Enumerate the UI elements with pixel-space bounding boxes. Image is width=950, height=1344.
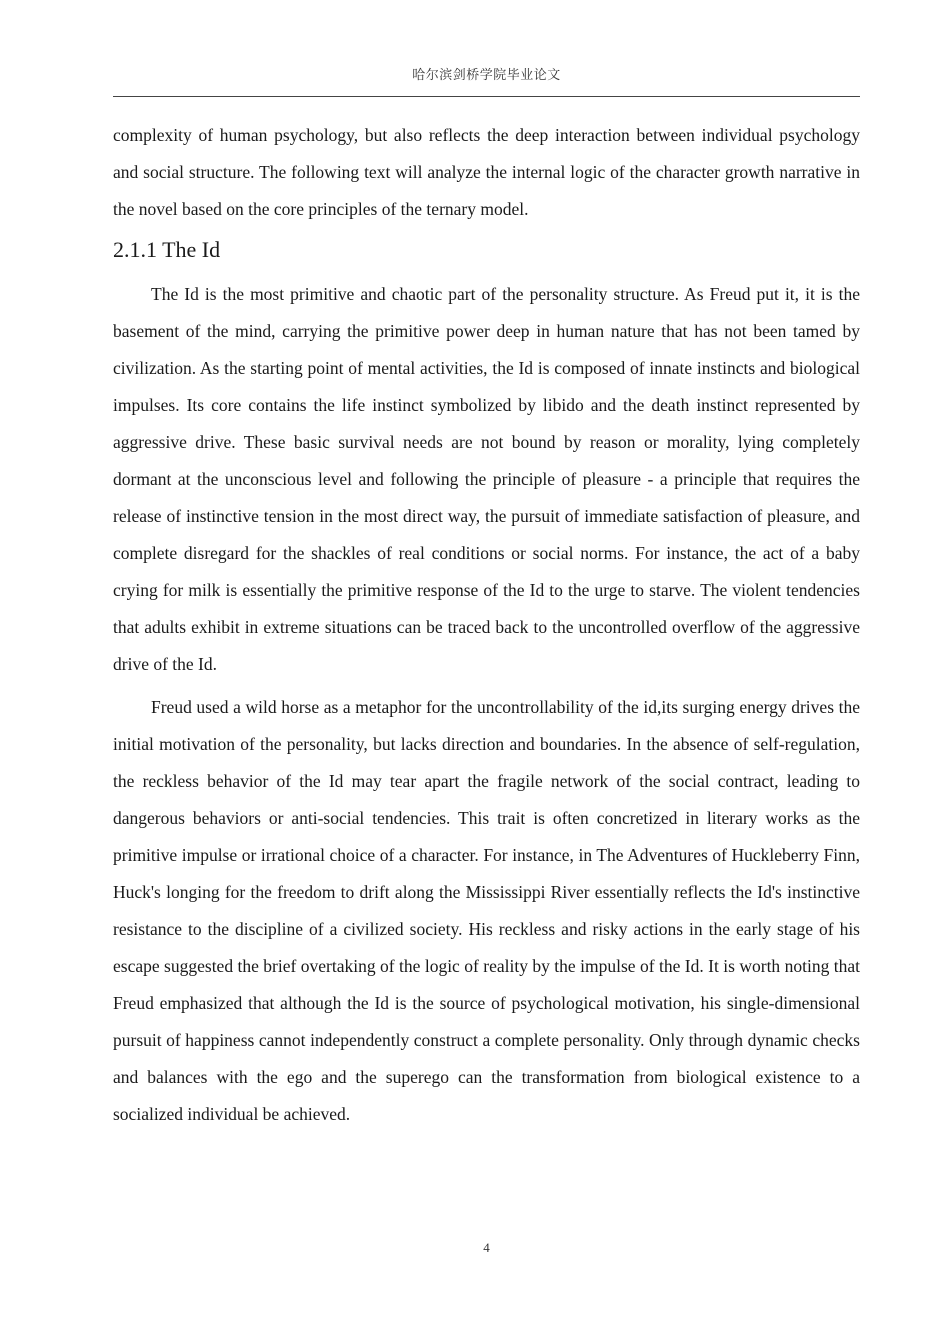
intro-paragraph: complexity of human psychology, but also reflects the deep interaction between individual psychology and social structure. The following text will analyze the internal logic of the character growth narrative in the novel based on the core principles of the ternary model. [113, 125, 860, 219]
page-body [113, 117, 860, 1133]
body-paragraph-2: Freud used a wild horse as a metaphor for the uncontrollability of the id,its surging energy drives the initial motivation of the personality, but lacks direction and boundaries. In the absence of self-regulation, the reckless behavior of the Id may tear apart the fragile network of the social contract, leading to dangerous behaviors or anti-social tendencies. This trait is often concretized in literary works as the primitive impulse or irrational choice of a character. For instance, in The Adventures of Huckleberry Finn, Huck's longing for the freedom to drift along the Mississippi River essentially reflects the Id's instinctive resistance to the discipline of a civilized society. His reckless and risky actions in the early stage of his escape suggested the brief overtaking of the logic of reality by the impulse of the Id. It is worth noting that Freud emphasized that although the Id is the source of psychological motivation, his single-dimensional pursuit of happiness cannot independently construct a complete personality. Only through dynamic checks and balances with the ego and the superego can the transformation from biological existence to a socialized individual be achieved. [113, 697, 860, 1124]
page-number: 4 [483, 1240, 490, 1255]
body-paragraph-1: The Id is the most primitive and chaotic part of the personality structure. As Freud put it, it is the basement of the mind, carrying the primitive power deep in human nature that has not been tamed by civilization. As the starting point of mental activities, the Id is composed of innate instincts and biological impulses. Its core contains the life instinct symbolized by libido and the death instinct represented by aggressive drive. These basic survival needs are not bound by reason or morality, lying completely dormant at the unconscious level and following the principle of pleasure - a principle that requires the release of instinctive tension in the most direct way, the pursuit of immediate satisfaction of pleasure, and complete disregard for the shackles of real conditions or social norms. For instance, the act of a baby crying for milk is essentially the primitive response of the Id to the urge to starve. The violent tendencies that adults exhibit in extreme situations can be traced back to the uncontrolled overflow of the aggressive drive of the Id. [113, 284, 860, 674]
page-header-title: 哈尔滨剑桥学院毕业论文 [412, 68, 561, 83]
header-divider [113, 96, 860, 97]
section-heading: 2.1.1 The Id [113, 237, 221, 262]
